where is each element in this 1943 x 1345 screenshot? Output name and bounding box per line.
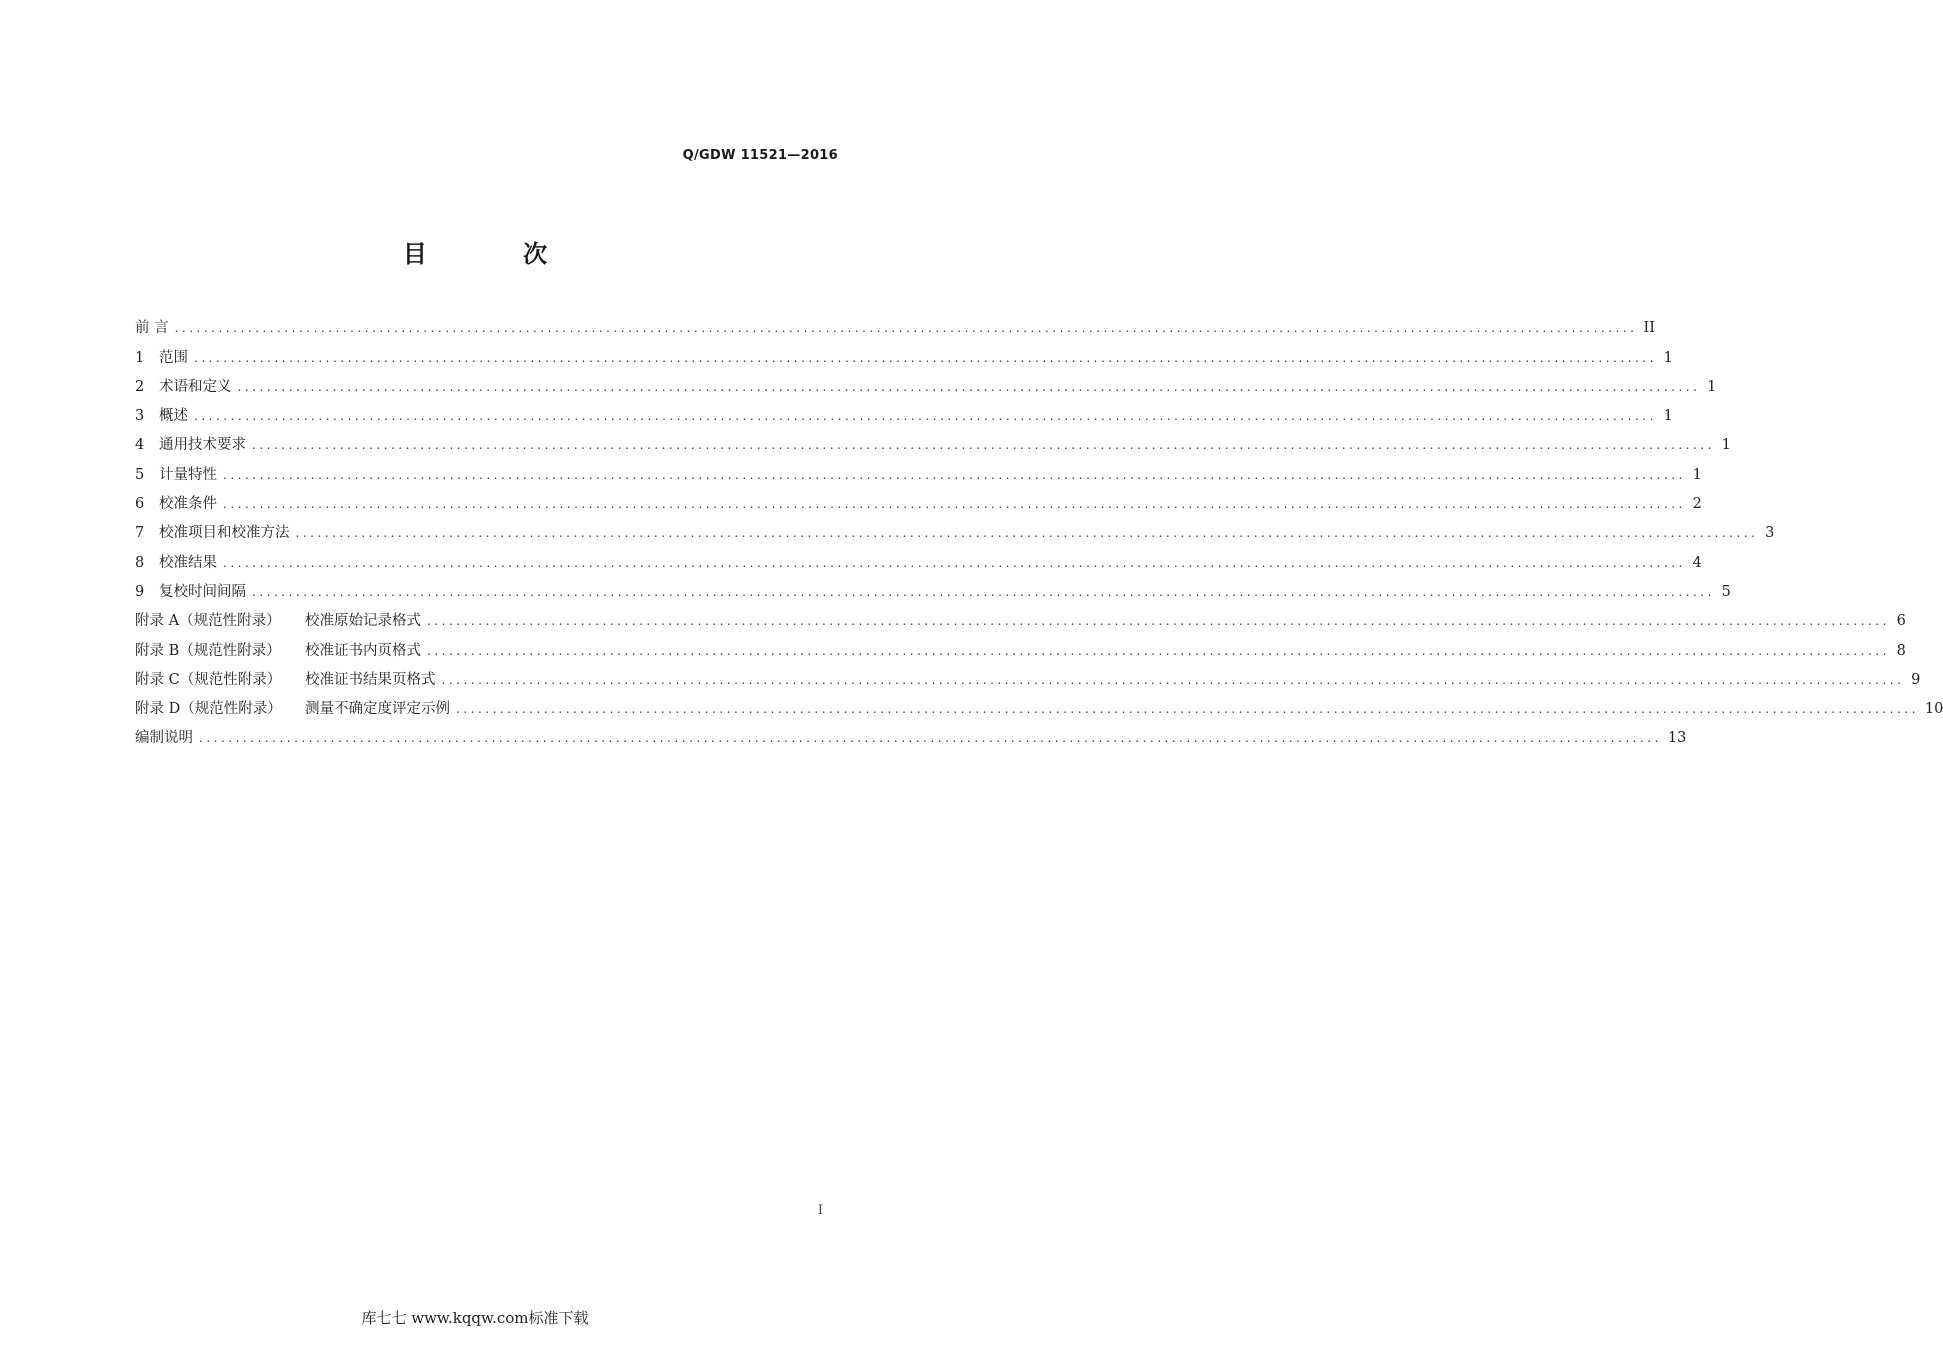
toc-entry-prefix: 附录 C（规范性附录） <box>135 671 282 688</box>
toc-entry-page: 8 <box>1896 642 1906 659</box>
toc-entry-number: 2 <box>135 378 145 395</box>
toc-leader-dots: ........................................................................................................................................................................................................ <box>174 321 1638 336</box>
toc-entry-label: 计量特性 <box>159 466 217 483</box>
toc-entry-page: 6 <box>1896 613 1906 630</box>
toc-entry-page: 3 <box>1765 525 1775 542</box>
toc-entry-number: 5 <box>135 466 145 483</box>
toc-entry-page: 1 <box>1692 466 1702 483</box>
toc-leader-dots: ........................................................................................................................................................................................................ <box>237 379 1701 394</box>
toc-leader-dots: ........................................................................................................................................................................................................ <box>427 643 1890 658</box>
toc-entry-page: II <box>1643 320 1655 337</box>
toc-entry-number: 6 <box>135 496 145 513</box>
toc-entry-page: 10 <box>1924 701 1943 718</box>
toc-entry[interactable] <box>135 309 1655 338</box>
toc-entry[interactable] <box>135 543 1702 572</box>
toc-entry-page: 5 <box>1721 583 1731 600</box>
toc-entry-prefix: 附录 A（规范性附录） <box>135 613 281 630</box>
toc-entry-page: 13 <box>1667 730 1687 747</box>
toc-entry-page: 4 <box>1692 554 1702 571</box>
toc-entry[interactable] <box>135 368 1717 397</box>
toc-entry[interactable] <box>135 338 1673 367</box>
toc-leader-dots: ........................................................................................................................................................................................................ <box>199 731 1662 746</box>
toc-entry-page: 1 <box>1721 437 1731 454</box>
toc-entry-page: 1 <box>1663 349 1673 366</box>
toc-entry-number: 3 <box>135 408 145 425</box>
toc-entry-page: 1 <box>1707 378 1717 395</box>
toc-leader-dots: ........................................................................................................................................................................................................ <box>252 438 1715 453</box>
page-number: I <box>817 1203 823 1218</box>
toc-entry-number: 1 <box>135 349 145 366</box>
toc-entry-label: 校准证书内页格式 <box>305 642 421 659</box>
toc-entry-page: 2 <box>1692 496 1702 513</box>
toc-entry-number: 4 <box>135 437 145 454</box>
toc-leader-dots: ........................................................................................................................................................................................................ <box>223 497 1686 512</box>
toc-entry[interactable] <box>135 690 1943 719</box>
toc-entry[interactable] <box>135 573 1731 602</box>
toc-entry-label: 测量不确定度评定示例 <box>305 701 450 718</box>
toc-leader-dots: ........................................................................................................................................................................................................ <box>427 614 1890 629</box>
toc-entry-label: 复校时间间隔 <box>159 583 246 600</box>
table-of-contents <box>135 309 1943 748</box>
toc-entry-label: 范围 <box>159 349 188 366</box>
toc-entry-number: 7 <box>135 525 145 542</box>
toc-entry[interactable] <box>135 455 1702 484</box>
toc-entry-label: 校准项目和校准方法 <box>159 525 290 542</box>
footer-watermark: 库七七 www.kqqw.com标准下载 <box>361 1309 589 1327</box>
toc-entry-label: 校准证书结果页格式 <box>305 671 436 688</box>
toc-leader-dots: ........................................................................................................................................................................................................ <box>456 702 1919 717</box>
toc-entry-label: 校准条件 <box>159 496 217 513</box>
toc-entry-label: 概述 <box>159 408 188 425</box>
toc-entry[interactable] <box>135 426 1731 455</box>
toc-leader-dots: ........................................................................................................................................................................................................ <box>441 672 1905 687</box>
toc-entry-page: 9 <box>1911 671 1921 688</box>
page-title: 目 次 <box>402 240 592 268</box>
toc-entry-prefix: 附录 D（规范性附录） <box>135 701 282 718</box>
toc-entry[interactable] <box>135 631 1906 660</box>
toc-entry[interactable] <box>135 514 1775 543</box>
toc-leader-dots: ........................................................................................................................................................................................................ <box>194 409 1657 424</box>
toc-leader-dots: ........................................................................................................................................................................................................ <box>223 467 1686 482</box>
standard-code: Q/GDW 11521—2016 <box>682 148 838 163</box>
toc-entry-label: 校准原始记录格式 <box>305 613 421 630</box>
toc-leader-dots: ........................................................................................................................................................................................................ <box>252 584 1715 599</box>
toc-entry-label: 前 言 <box>135 320 169 337</box>
toc-entry-label: 校准结果 <box>159 554 217 571</box>
toc-leader-dots: ........................................................................................................................................................................................................ <box>194 350 1657 365</box>
toc-entry[interactable] <box>135 397 1673 426</box>
toc-leader-dots: ........................................................................................................................................................................................................ <box>295 526 1759 541</box>
toc-leader-dots: ........................................................................................................................................................................................................ <box>223 555 1686 570</box>
toc-entry[interactable] <box>135 661 1921 690</box>
toc-entry-number: 9 <box>135 583 145 600</box>
toc-entry-page: 1 <box>1663 408 1673 425</box>
toc-entry[interactable] <box>135 602 1906 631</box>
toc-entry-number: 8 <box>135 554 145 571</box>
toc-entry[interactable] <box>135 485 1702 514</box>
toc-entry-label: 术语和定义 <box>159 378 232 395</box>
toc-entry-label: 编制说明 <box>135 730 193 747</box>
toc-entry[interactable] <box>135 719 1687 748</box>
toc-entry-label: 通用技术要求 <box>159 437 246 454</box>
toc-entry-prefix: 附录 B（规范性附录） <box>135 642 281 659</box>
